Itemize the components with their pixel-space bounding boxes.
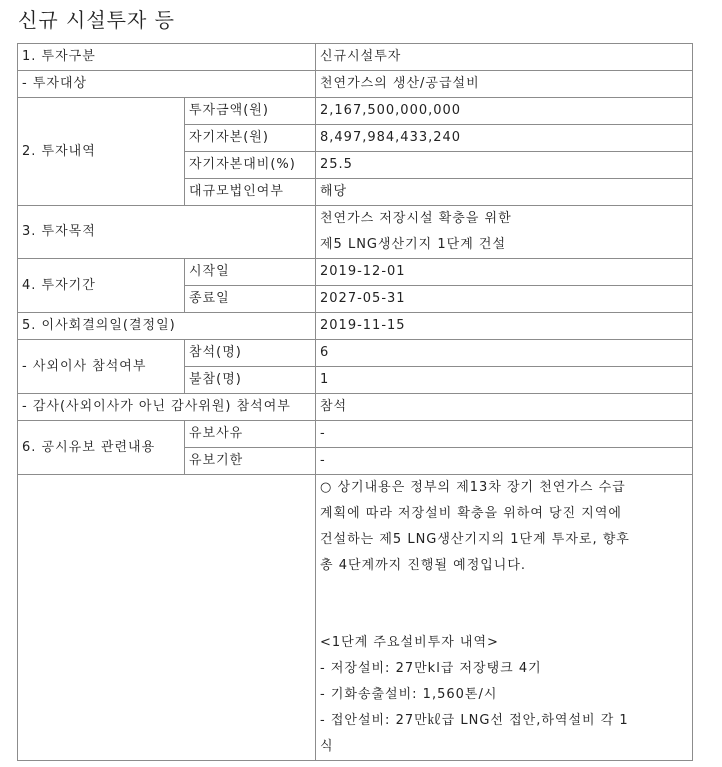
deferral-reason-label: 유보사유 bbox=[185, 421, 316, 448]
end-date-label: 종료일 bbox=[185, 286, 316, 313]
absentees-value: 1 bbox=[316, 367, 693, 394]
note-line-8: - 접안설비: 27만㎘급 LNG선 접안,하역설비 각 1 bbox=[320, 713, 629, 728]
investment-details-label: 2. 투자내역 bbox=[18, 98, 185, 206]
equity-ratio-label: 자기자본대비(%) bbox=[185, 152, 316, 179]
table-row bbox=[18, 44, 693, 71]
large-corp-label: 대규모법인여부 bbox=[185, 179, 316, 206]
note-line-5: <1단계 주요설비투자 내역> bbox=[320, 635, 499, 650]
deferral-reason-value: - bbox=[316, 421, 693, 448]
attendees-label: 참석(명) bbox=[185, 340, 316, 367]
investment-amount-value: 2,167,500,000,000 bbox=[316, 98, 693, 125]
table-row bbox=[18, 313, 693, 340]
end-date-value: 2027-05-31 bbox=[316, 286, 693, 313]
board-resolution-label: 5. 이사회결의일(결정일) bbox=[18, 313, 316, 340]
deferral-period-label: 유보기한 bbox=[185, 448, 316, 475]
investment-target-label: - 투자대상 bbox=[18, 71, 316, 98]
deferral-period-value: - bbox=[316, 448, 693, 475]
note-line-2: 계획에 따라 저장설비 확충을 위하여 당진 지역에 bbox=[320, 506, 622, 521]
attendees-value: 6 bbox=[316, 340, 693, 367]
investment-type-value: 신규시설투자 bbox=[316, 44, 693, 71]
note-line-1: ○ 상기내용은 정부의 제13차 장기 천연가스 수급 bbox=[320, 480, 626, 495]
table-row bbox=[18, 340, 693, 367]
absentees-label: 불참(명) bbox=[185, 367, 316, 394]
investment-purpose-line-2: 제5 LNG생산기지 1단계 건설 bbox=[320, 237, 507, 252]
table-row bbox=[18, 98, 693, 125]
note-line-4: 총 4단계까지 진행될 예정입니다. bbox=[320, 558, 527, 573]
board-resolution-value: 2019-11-15 bbox=[316, 313, 693, 340]
table-row bbox=[18, 71, 693, 98]
note-line-7: - 기화송출설비: 1,560톤/시 bbox=[320, 687, 498, 702]
page-title: 신규 시설투자 등 bbox=[18, 8, 175, 32]
auditor-attendance-value: 참석 bbox=[316, 394, 693, 421]
start-date-value: 2019-12-01 bbox=[316, 259, 693, 286]
investment-purpose-value bbox=[316, 206, 693, 259]
note-line-6: - 저장설비: 27만kl급 저장탱크 4기 bbox=[320, 661, 542, 676]
equity-label: 자기자본(원) bbox=[185, 125, 316, 152]
table-row bbox=[18, 394, 693, 421]
note-spacer bbox=[320, 579, 688, 630]
table-row bbox=[18, 259, 693, 286]
outside-director-label: - 사외이사 참석여부 bbox=[18, 340, 185, 394]
disclosure-deferral-label: 6. 공시유보 관련내용 bbox=[18, 421, 185, 475]
start-date-label: 시작일 bbox=[185, 259, 316, 286]
note-line-9: 식 bbox=[320, 739, 334, 754]
other-notes-label bbox=[18, 475, 316, 761]
investment-amount-label: 투자금액(원) bbox=[185, 98, 316, 125]
investment-target-value: 천연가스의 생산/공급설비 bbox=[316, 71, 693, 98]
table-row bbox=[18, 206, 693, 259]
equity-ratio-value: 25.5 bbox=[316, 152, 693, 179]
investment-type-label: 1. 투자구분 bbox=[18, 44, 316, 71]
investment-purpose-line-1: 천연가스 저장시설 확충을 위한 bbox=[320, 211, 512, 226]
auditor-attendance-label: - 감사(사외이사가 아닌 감사위원) 참석여부 bbox=[18, 394, 316, 421]
large-corp-value: 해당 bbox=[316, 179, 693, 206]
investment-period-label: 4. 투자기간 bbox=[18, 259, 185, 313]
table-row bbox=[18, 421, 693, 448]
investment-purpose-label: 3. 투자목적 bbox=[18, 206, 316, 259]
equity-value: 8,497,984,433,240 bbox=[316, 125, 693, 152]
disclosure-table bbox=[17, 43, 693, 761]
table-row bbox=[18, 475, 693, 761]
other-notes-value bbox=[316, 475, 693, 761]
note-line-3: 건설하는 제5 LNG생산기지의 1단계 투자로, 향후 bbox=[320, 532, 630, 547]
